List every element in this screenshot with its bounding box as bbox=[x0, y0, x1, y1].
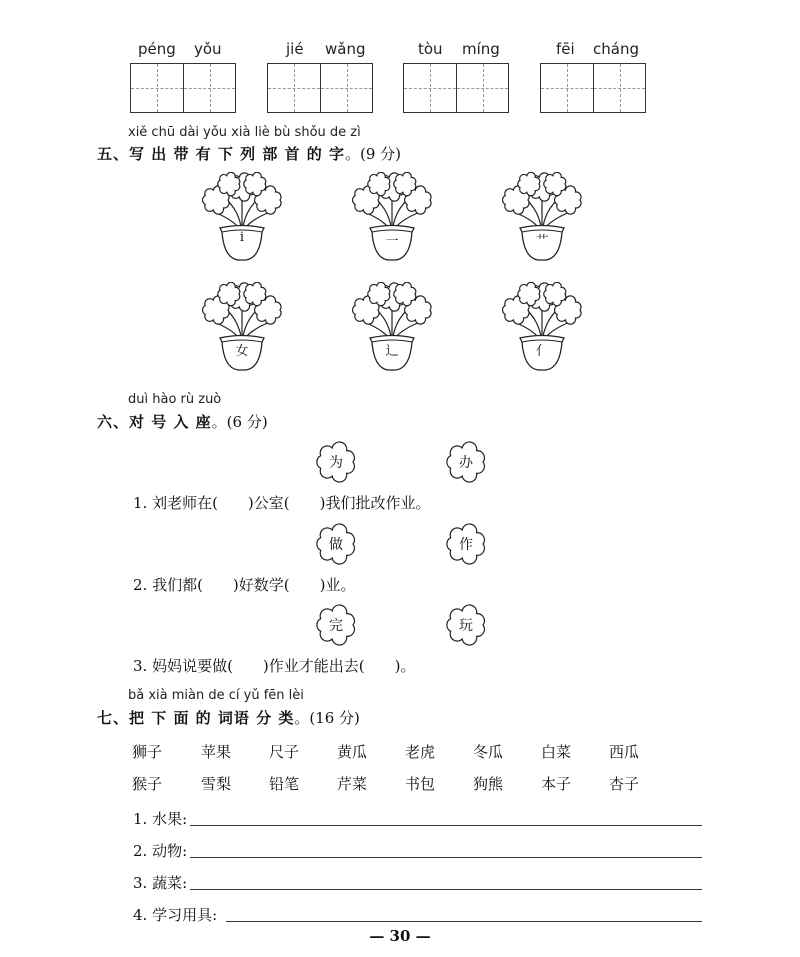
flower-pot-4[interactable] bbox=[202, 282, 282, 377]
answer-line-stationery[interactable] bbox=[226, 921, 702, 922]
sentence-1[interactable]: 1. 刘老师在( )公室( )我们批改作业。 bbox=[133, 494, 431, 512]
option-flower: 办 bbox=[441, 440, 491, 484]
pinyin-3a: tòu bbox=[418, 40, 443, 58]
word-item: 铅笔 bbox=[269, 775, 300, 793]
word-item: 芹菜 bbox=[337, 775, 368, 793]
pinyin-1a: péng bbox=[138, 40, 176, 58]
category-vegetable-label: 3. 蔬菜: bbox=[133, 874, 188, 892]
word-item: 狮子 bbox=[132, 743, 163, 761]
radical-4: 女 bbox=[235, 344, 249, 359]
pinyin-1b: yǒu bbox=[194, 40, 222, 58]
pinyin-2b: wǎng bbox=[325, 40, 366, 58]
word-item: 苹果 bbox=[201, 743, 232, 761]
flower-pot-3[interactable] bbox=[502, 172, 582, 267]
section6-pinyin: duì hào rù zuò bbox=[128, 392, 222, 407]
section7-pinyin: bǎ xià miàn de cí yǔ fēn lèi bbox=[128, 688, 304, 703]
flower-pot-2[interactable] bbox=[352, 172, 432, 267]
radical-5: 辶 bbox=[385, 344, 399, 359]
sentence-3[interactable]: 3. 妈妈说要做( )作业才能出去( )。 bbox=[133, 657, 416, 675]
pinyin-3b: míng bbox=[462, 40, 500, 58]
pinyin-2a: jié bbox=[286, 40, 304, 58]
writing-grid-4[interactable] bbox=[540, 63, 646, 113]
writing-grid-1[interactable] bbox=[130, 63, 236, 113]
option-flower: 为 bbox=[311, 440, 361, 484]
word-item: 尺子 bbox=[269, 743, 300, 761]
radical-2: 一 bbox=[385, 234, 399, 249]
word-item: 白菜 bbox=[541, 743, 572, 761]
category-fruit-label: 1. 水果: bbox=[133, 810, 188, 828]
word-item: 猴子 bbox=[132, 775, 163, 793]
word-item: 本子 bbox=[541, 775, 572, 793]
answer-line-fruit[interactable] bbox=[190, 825, 702, 826]
category-stationery-label: 4. 学习用具: bbox=[133, 906, 218, 924]
option-flower: 玩 bbox=[441, 603, 491, 647]
section5-pinyin: xiě chū dài yǒu xià liè bù shǒu de zì bbox=[128, 125, 361, 140]
option-flower: 作 bbox=[441, 522, 491, 566]
answer-line-animal[interactable] bbox=[190, 857, 702, 858]
pinyin-4a: fēi bbox=[556, 40, 575, 58]
writing-grid-2[interactable] bbox=[267, 63, 373, 113]
word-item: 冬瓜 bbox=[473, 743, 504, 761]
word-item: 雪梨 bbox=[201, 775, 232, 793]
radical-6: 亻 bbox=[535, 344, 549, 359]
section7-title: 七、把 下 面 的 词语 分 类。(16 分) bbox=[97, 709, 360, 727]
word-item: 黄瓜 bbox=[337, 743, 368, 761]
section6-title: 六、对 号 入 座。(6 分) bbox=[97, 413, 268, 431]
sentence-2[interactable]: 2. 我们都( )好数学( )业。 bbox=[133, 576, 356, 594]
section5-title: 五、写 出 带 有 下 列 部 首 的 字。(9 分) bbox=[97, 145, 402, 163]
radical-1: i bbox=[239, 230, 245, 245]
flower-pot-1[interactable] bbox=[202, 172, 282, 267]
word-item: 西瓜 bbox=[609, 743, 640, 761]
category-animal-label: 2. 动物: bbox=[133, 842, 188, 860]
pinyin-4b: cháng bbox=[593, 40, 639, 58]
flower-pot-5[interactable] bbox=[352, 282, 432, 377]
writing-grid-3[interactable] bbox=[403, 63, 509, 113]
option-flower: 完 bbox=[311, 603, 361, 647]
answer-line-vegetable[interactable] bbox=[190, 889, 702, 890]
word-item: 狗熊 bbox=[473, 775, 504, 793]
radical-3: 艹 bbox=[535, 234, 549, 249]
page-number: — 30 — bbox=[369, 927, 431, 945]
flower-pot-6[interactable] bbox=[502, 282, 582, 377]
option-flower: 做 bbox=[311, 522, 361, 566]
word-item: 老虎 bbox=[405, 743, 436, 761]
word-item: 书包 bbox=[405, 775, 436, 793]
word-item: 杏子 bbox=[609, 775, 640, 793]
